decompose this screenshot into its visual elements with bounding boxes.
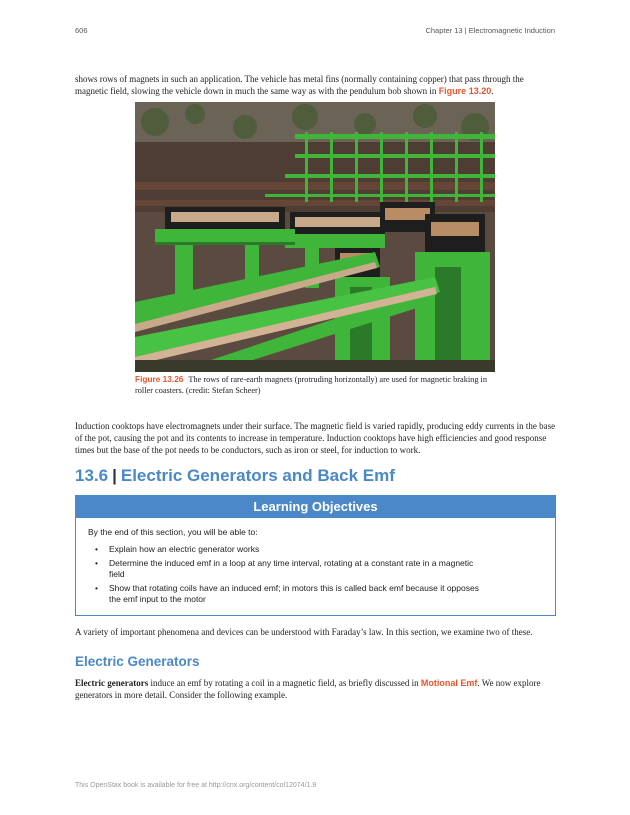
section-title: Electric Generators and Back Emf: [120, 466, 395, 485]
list-item: [76, 544, 489, 555]
bullet-icon: •: [95, 558, 98, 568]
paragraph-induction-cooktops: Induction cooktops have electromagnets under their surface. The magnetic field is varied rapidly, producing eddy currents in the base of the pot, causing the pot and its contents to increase in temperature. Induction cooktops have high efficiencies and good response times but the base of the pot needs to be conductors, such as iron or steel, for induction to work.: [75, 421, 556, 456]
paragraph-generators: [75, 677, 557, 701]
section-number: 13.6: [75, 466, 109, 485]
page-header: [75, 26, 555, 38]
learning-objectives-heading: Learning Objectives: [76, 496, 555, 518]
section-heading: [75, 466, 395, 486]
subsection-heading: Electric Generators: [75, 654, 200, 669]
page-footer: This OpenStax book is available for free at http://cnx.org/content/col12074/1.9: [75, 782, 317, 789]
bullet-icon: •: [95, 544, 98, 554]
figure-photo-roller-coaster-magnets: [135, 102, 495, 372]
list-item: [76, 583, 489, 605]
paragraph-text: shows rows of magnets in such an application. The vehicle has metal fins (normally containing copper) that pass through the magnetic field, slowing the vehicle down in much the same way as with the pendulum bob shown in: [75, 74, 524, 97]
bullet-icon: •: [95, 583, 98, 593]
figure-label: Figure 13.26: [135, 374, 184, 384]
list-item-text: Explain how an electric generator works: [109, 544, 260, 554]
page-number: 606: [75, 26, 88, 35]
chapter-title: Chapter 13 | Electromagnetic Induction: [425, 26, 555, 35]
term-electric-generators: Electric generators: [75, 678, 149, 688]
learning-objectives-box: [75, 495, 556, 616]
section-separator: |: [112, 466, 117, 485]
paragraph-intro: [75, 73, 557, 97]
motional-emf-link[interactable]: Motional Emf: [420, 678, 478, 688]
paragraph-end: . We now explore generators in more detail. Consider the following example.: [75, 678, 541, 701]
paragraph-text: induce an emf by rotating a coil in a magnetic field, as briefly discussed in: [148, 678, 421, 688]
learning-objectives-list: [76, 544, 555, 605]
list-item-text: Show that rotating coils have an induced emf; in motors this is called back emf because it opposes the emf input to the motor: [109, 583, 479, 604]
list-item: [76, 558, 489, 580]
paragraph-faraday: A variety of important phenomena and devices can be understood with Faraday’s law. In this section, we examine two of these.: [75, 627, 533, 637]
figure-caption-text: The rows of rare-earth magnets (protruding horizontally) are used for magnetic braking in roller coasters. (credit: Stefan Scheer): [135, 375, 488, 395]
paragraph-end: .: [491, 86, 494, 97]
figure-caption: [135, 374, 495, 396]
figure-13-20-link[interactable]: Figure 13.20: [438, 86, 492, 97]
list-item-text: Determine the induced emf in a loop at any time interval, rotating at a constant rate in a magnetic field: [109, 558, 474, 579]
learning-objectives-intro: By the end of this section, you will be able to:: [88, 527, 258, 537]
